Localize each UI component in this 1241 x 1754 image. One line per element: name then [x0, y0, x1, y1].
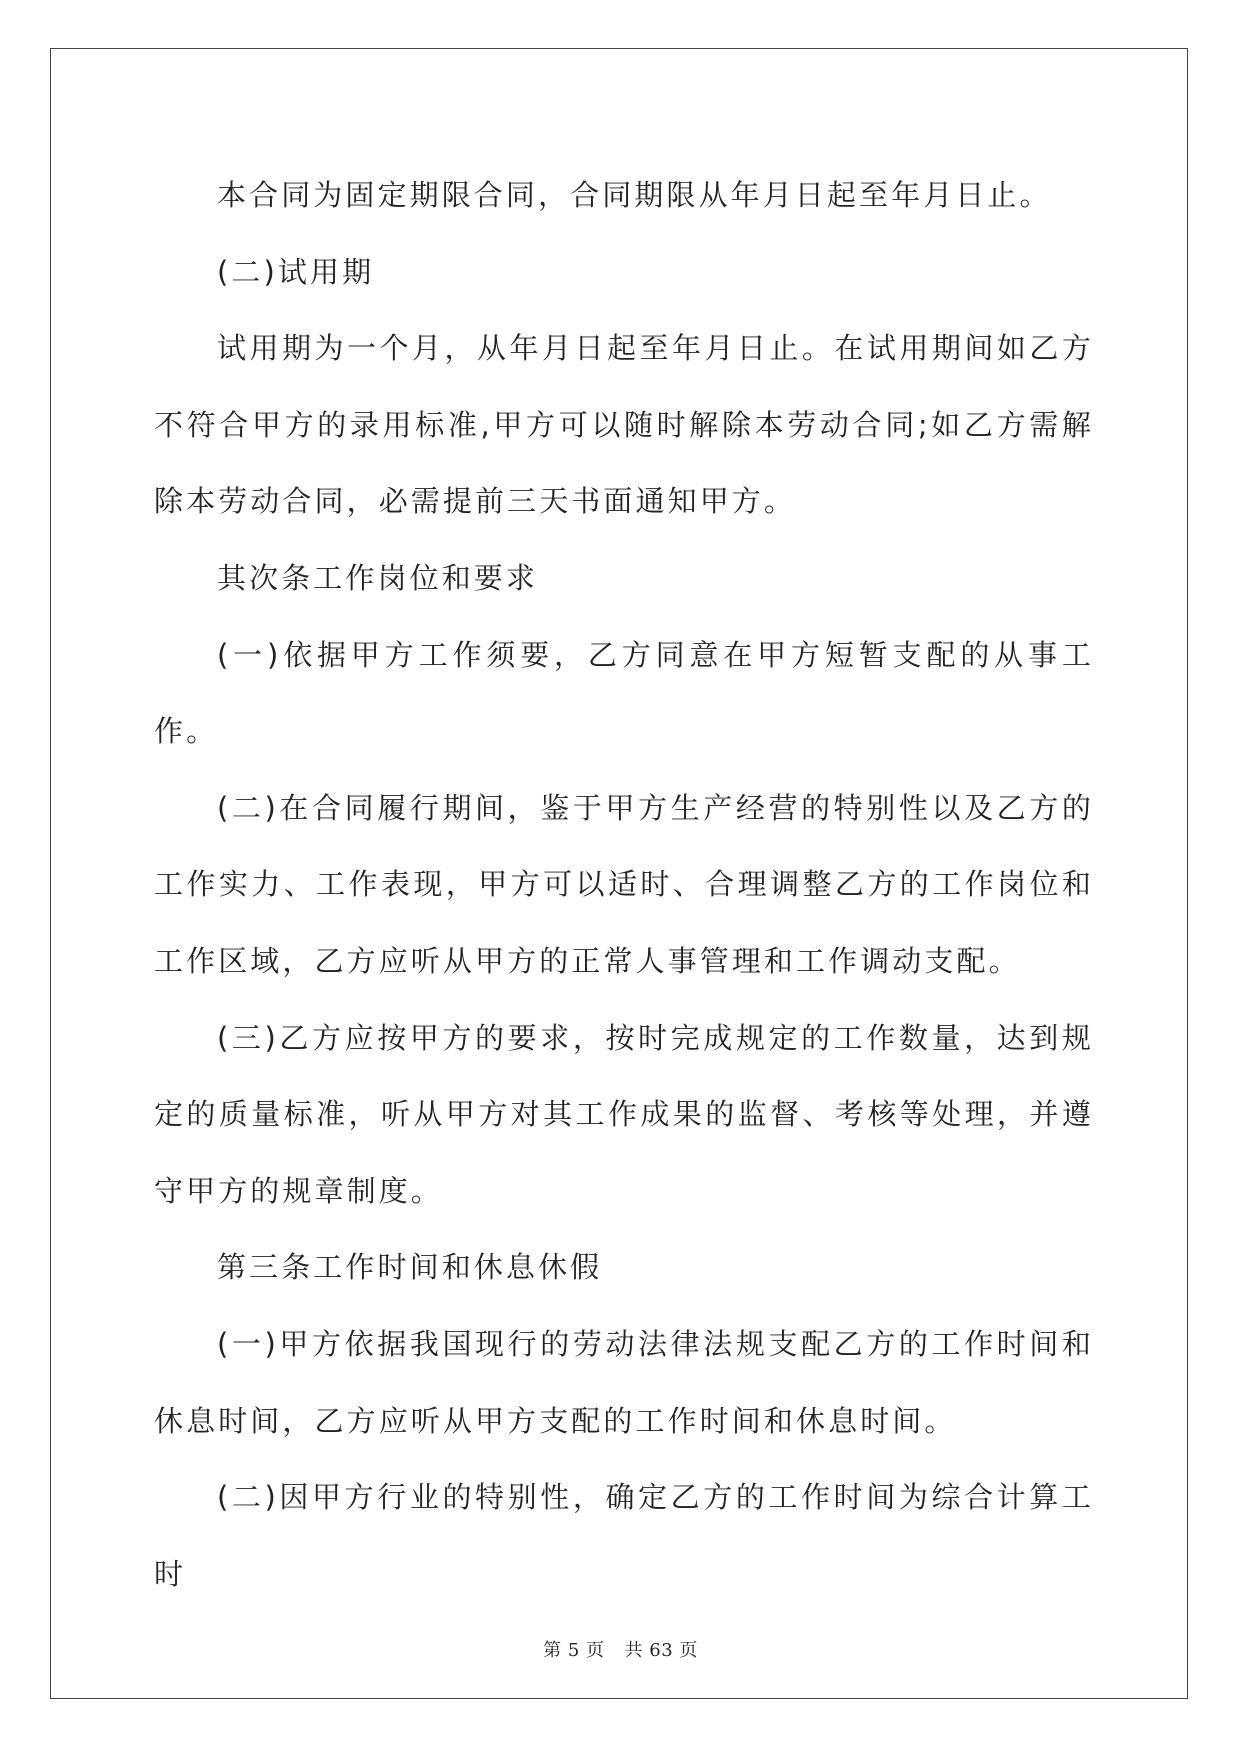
- paragraph-article-2-item-2: (二)在合同履行期间，鉴于甲方生产经营的特别性以及乙方的工作实力、工作表现，甲方可以适时、合理调整乙方的工作岗位和工作区域，乙方应听从甲方的正常人事管理和工作调动支配。: [154, 790, 1094, 978]
- document-body: [154, 157, 1094, 1612]
- paragraph-probation: 试用期为一个月，从年月日起至年月日止。在试用期间如乙方不符合甲方的录用标准,甲方可以随时解除本劳动合同;如乙方需解除本劳动合同，必需提前三天书面通知甲方。: [154, 331, 1094, 519]
- page-number: 第 5 页: [543, 1640, 605, 1661]
- paragraph-contract-term: 本合同为固定期限合同，合同期限从年月日起至年月日止。: [217, 178, 1052, 212]
- page-total: 共 63 页: [624, 1640, 698, 1661]
- heading-probation: (二)试用期: [217, 254, 375, 289]
- paragraph-article-3-item-1: (一)甲方依据我国现行的劳动法律法规支配乙方的工作时间和休息时间，乙方应听从甲方支配的工作时间和休息时间。: [154, 1326, 1094, 1438]
- paragraph-article-3-item-2: (二)因甲方行业的特别性，确定乙方的工作时间为综合计算工时: [154, 1480, 1094, 1591]
- paragraph-article-2-item-3: (三)乙方应按甲方的要求，按时完成规定的工作数量，达到规定的质量标准，听从甲方对其工作成果的监督、考核等处理，并遵守甲方的规章制度。: [154, 1020, 1094, 1208]
- heading-article-2: 其次条工作岗位和要求: [217, 560, 539, 595]
- page-footer: [0, 1636, 1241, 1662]
- paragraph-article-2-item-1: (一)依据甲方工作须要，乙方同意在甲方短暂支配的从事工作。: [154, 637, 1094, 749]
- heading-article-3: 第三条工作时间和休息休假: [217, 1250, 603, 1285]
